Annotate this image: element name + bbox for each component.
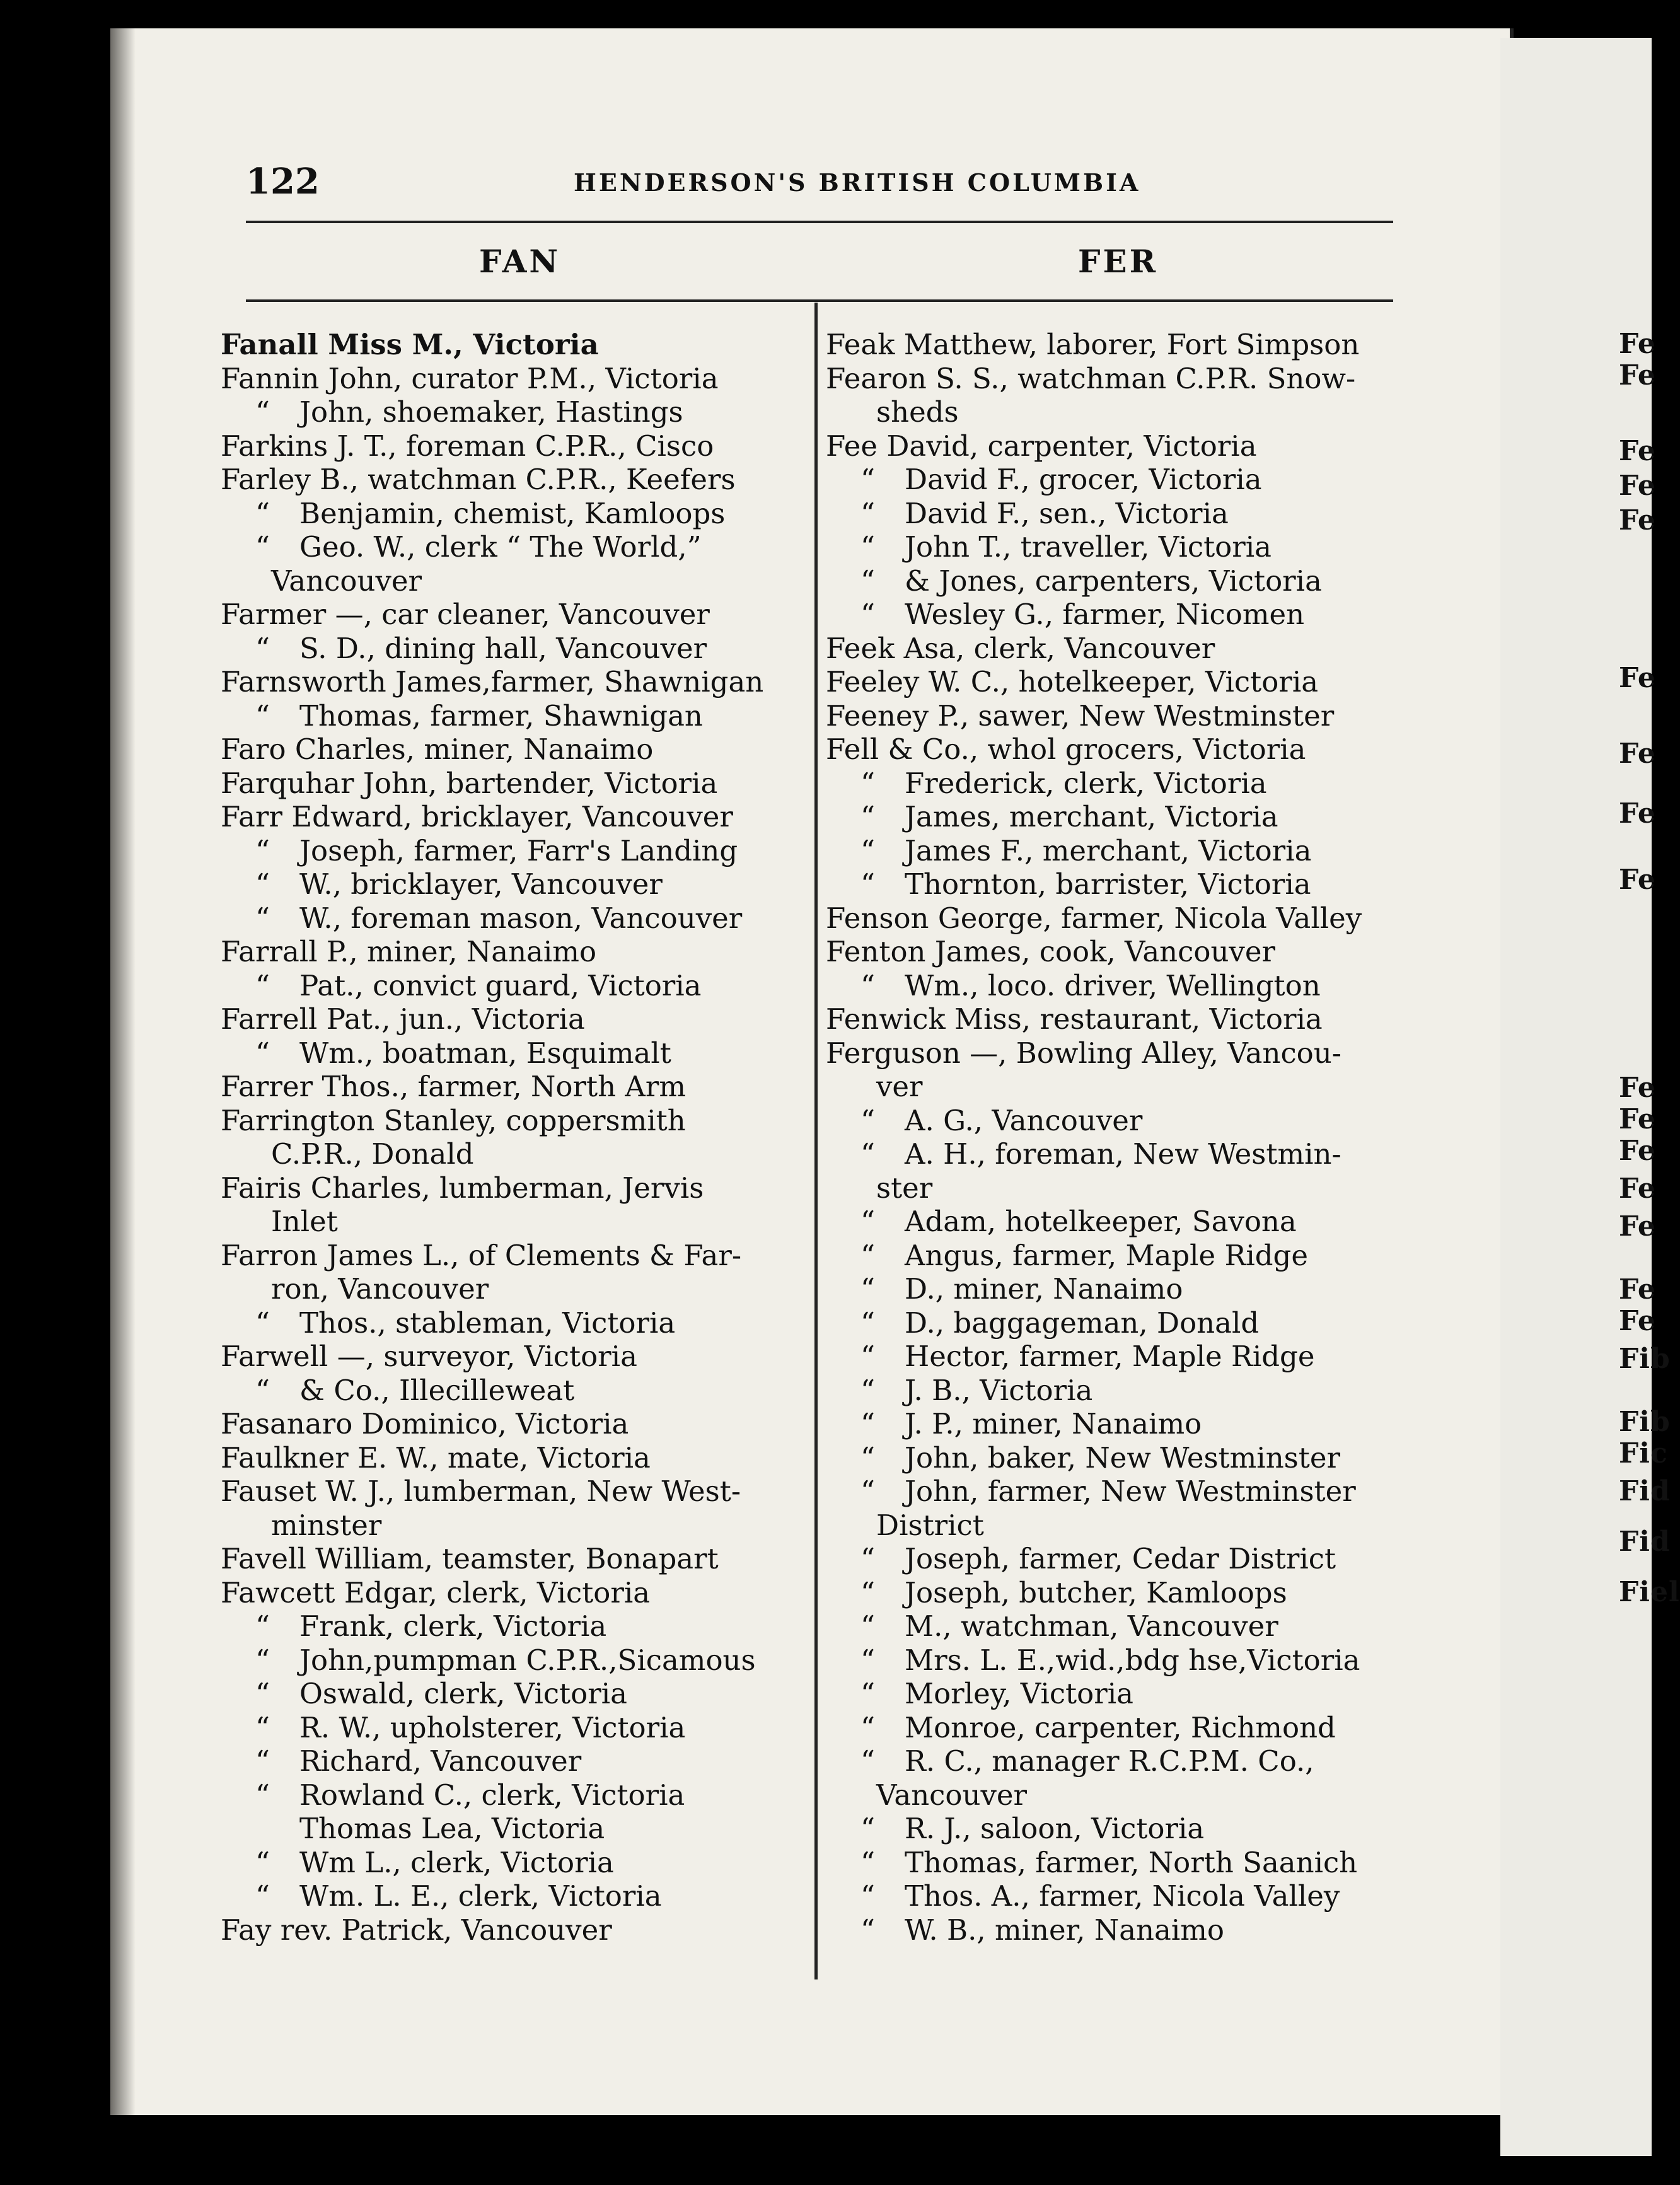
adjacent-page-fragment: Fe <box>1619 470 1656 502</box>
directory-entry <box>826 429 1406 463</box>
directory-entry <box>221 1002 807 1036</box>
entry-text: Joseph, butcher, Kamloops <box>905 1575 1287 1609</box>
ditto-mark: “ <box>860 968 876 1002</box>
ditto-mark: “ <box>255 1845 270 1879</box>
ditto-mark: “ <box>860 1913 876 1947</box>
entry-text: ster <box>876 1171 933 1205</box>
entry-text: ver <box>876 1070 923 1103</box>
adjacent-page-fragment: Fe <box>1619 1103 1656 1135</box>
ditto-mark: “ <box>255 1879 270 1913</box>
entry-text: Wm., boatman, Esquimalt <box>299 1036 671 1070</box>
adjacent-page-fragment: Fe <box>1619 1273 1656 1306</box>
entry-text: A. G., Vancouver <box>905 1103 1143 1137</box>
right-column <box>826 328 1406 1947</box>
directory-entry <box>826 1677 1406 1711</box>
entry-text: John, shoemaker, Hastings <box>299 395 683 429</box>
directory-entry <box>221 1711 807 1745</box>
ditto-mark: “ <box>255 1778 270 1812</box>
entry-text: Joseph, farmer, Farr's Landing <box>299 833 738 867</box>
directory-entry <box>826 767 1406 801</box>
directory-entry <box>221 1913 807 1947</box>
directory-entry <box>221 497 807 531</box>
entry-text: Fenwick Miss, restaurant, Victoria <box>826 1002 1323 1036</box>
directory-entry <box>221 1812 807 1846</box>
ditto-mark: “ <box>255 833 270 867</box>
directory-entry <box>221 1441 807 1475</box>
entry-text: Fay rev. Patrick, Vancouver <box>221 1913 612 1947</box>
directory-entry <box>826 328 1406 362</box>
entry-text: Fauset W. J., lumberman, New West- <box>221 1475 741 1508</box>
adjacent-page-fragment: Fe <box>1619 1210 1656 1243</box>
directory-entry <box>221 1846 807 1880</box>
entry-text: W. B., miner, Nanaimo <box>905 1913 1224 1947</box>
page-number: 122 <box>246 161 320 202</box>
ditto-mark: “ <box>860 1643 876 1677</box>
entry-text: J. B., Victoria <box>905 1373 1093 1407</box>
entry-text: Fearon S. S., watchman C.P.R. Snow- <box>826 361 1356 395</box>
entry-text: Faulkner E. W., mate, Victoria <box>221 1440 651 1475</box>
entry-text: Farkins J. T., foreman C.P.R., Cisco <box>221 429 714 463</box>
directory-entry <box>221 1306 807 1340</box>
directory-entry <box>826 463 1406 497</box>
adjacent-page-fragment: Fe <box>1619 435 1656 467</box>
entry-text: Thomas Lea, Victoria <box>299 1812 605 1845</box>
directory-entry <box>826 1542 1406 1576</box>
directory-entry <box>221 429 807 463</box>
entry-text: John, farmer, New Westminster <box>905 1475 1356 1508</box>
adjacent-page-fragment: Fe <box>1619 1072 1656 1104</box>
ditto-mark: “ <box>860 598 876 631</box>
directory-entry <box>221 1643 807 1678</box>
entry-text: Feak Matthew, laborer, Fort Simpson <box>826 328 1360 361</box>
directory-entry <box>221 1677 807 1711</box>
entry-text: D., miner, Nanaimo <box>905 1272 1183 1306</box>
entry-text: David F., sen., Victoria <box>905 496 1229 530</box>
directory-entry <box>221 1104 807 1138</box>
entry-text: R. W., upholsterer, Victoria <box>299 1710 686 1744</box>
adjacent-page-fragment: Fe <box>1619 328 1656 360</box>
adjacent-page-fragment: Fid <box>1619 1475 1671 1507</box>
ditto-mark: “ <box>255 530 270 564</box>
directory-entry <box>221 1509 807 1543</box>
entry-text: Farr Edward, bricklayer, Vancouver <box>221 800 733 833</box>
ditto-mark: “ <box>860 1407 876 1440</box>
directory-entry <box>221 1205 807 1239</box>
ditto-mark: “ <box>860 800 876 833</box>
entry-text: Geo. W., clerk “ The World,” <box>299 530 702 564</box>
directory-entry <box>221 1542 807 1576</box>
directory-entry <box>221 969 807 1003</box>
ditto-mark: “ <box>860 1845 876 1879</box>
entry-text: Thos. A., farmer, Nicola Valley <box>905 1879 1340 1913</box>
entry-text: Feeney P., sawer, New Westminster <box>826 698 1335 733</box>
entry-text: J. P., miner, Nanaimo <box>905 1407 1202 1440</box>
ditto-mark: “ <box>860 530 876 564</box>
ditto-mark: “ <box>860 1542 876 1575</box>
directory-entry <box>221 834 807 868</box>
directory-entry <box>221 1239 807 1273</box>
directory-entry <box>826 1609 1406 1643</box>
ditto-mark: “ <box>860 1677 876 1710</box>
entry-text: Farrell Pat., jun., Victoria <box>221 1002 585 1036</box>
directory-entry <box>826 1104 1406 1138</box>
ditto-mark: “ <box>860 564 876 598</box>
directory-entry <box>221 1137 807 1171</box>
directory-entry <box>221 1475 807 1509</box>
entry-text: Oswald, clerk, Victoria <box>299 1677 627 1710</box>
directory-entry <box>221 530 807 564</box>
adjacent-page-fragment: Fe <box>1619 864 1656 896</box>
entry-text: Morley, Victoria <box>905 1677 1133 1710</box>
directory-entry <box>826 665 1406 699</box>
left-column-heading: FAN <box>479 243 561 280</box>
directory-entry <box>826 1576 1406 1610</box>
directory-entry <box>221 1778 807 1812</box>
adjacent-page-fragment: Fib <box>1619 1406 1671 1438</box>
adjacent-page-fragment: Fe <box>1619 1173 1656 1205</box>
entry-text: Wm. L. E., clerk, Victoria <box>299 1879 662 1913</box>
entry-text: W., bricklayer, Vancouver <box>299 867 663 901</box>
entry-text: ron, Vancouver <box>271 1272 489 1306</box>
entry-text: Angus, farmer, Maple Ridge <box>905 1238 1308 1272</box>
page-header <box>246 161 1399 205</box>
directory-entry <box>826 1272 1406 1306</box>
directory-entry <box>826 1171 1406 1205</box>
ditto-mark: “ <box>255 1609 270 1643</box>
entry-text: Benjamin, chemist, Kamloops <box>299 496 726 530</box>
directory-entry <box>221 901 807 936</box>
entry-text: Fanall Miss M., Victoria <box>221 328 599 361</box>
directory-entry <box>826 1205 1406 1239</box>
page-gutter-shadow <box>110 28 136 2115</box>
ditto-mark: “ <box>860 1272 876 1306</box>
entry-text: Fell & Co., whol grocers, Victoria <box>826 733 1306 766</box>
directory-entry <box>826 1306 1406 1340</box>
directory-entry <box>221 328 807 362</box>
directory-entry <box>826 800 1406 834</box>
entry-text: James F., merchant, Victoria <box>905 833 1312 867</box>
entry-text: Mrs. L. E.,wid.,bdg hse,Victoria <box>905 1643 1360 1677</box>
entry-text: Farrington Stanley, coppersmith <box>221 1103 686 1137</box>
entry-text: David F., grocer, Victoria <box>905 463 1262 496</box>
adjacent-page-fragment: Fe <box>1619 1135 1656 1167</box>
entry-text: Inlet <box>271 1205 338 1238</box>
entry-text: Fee David, carpenter, Victoria <box>826 429 1257 463</box>
directory-entry <box>221 362 807 396</box>
directory-entry <box>221 564 807 598</box>
directory-entry <box>826 1070 1406 1104</box>
ditto-mark: “ <box>860 1205 876 1238</box>
ditto-mark: “ <box>255 1373 270 1407</box>
adjacent-page-fragment: Fe <box>1619 504 1656 536</box>
entry-text: Vancouver <box>876 1778 1028 1812</box>
ditto-mark: “ <box>860 867 876 901</box>
entry-text: Thomas, farmer, Shawnigan <box>299 698 703 733</box>
directory-entry <box>221 1340 807 1374</box>
adjacent-page-fragment: Fe <box>1619 738 1656 770</box>
entry-text: M., watchman, Vancouver <box>905 1609 1278 1643</box>
ditto-mark: “ <box>860 1879 876 1913</box>
entry-text: Fawcett Edgar, clerk, Victoria <box>221 1575 651 1609</box>
entry-text: Farley B., watchman C.P.R., Keefers <box>221 463 736 496</box>
directory-entry <box>826 935 1406 969</box>
entry-text: & Jones, carpenters, Victoria <box>905 564 1322 598</box>
adjacent-page-fragment: Fiel <box>1619 1576 1680 1608</box>
entry-text: Frederick, clerk, Victoria <box>905 766 1267 800</box>
adjacent-page-fragment: Fe <box>1619 1305 1656 1337</box>
entry-text: Farnsworth James,farmer, Shawnigan <box>221 665 764 698</box>
directory-entry <box>826 598 1406 632</box>
directory-entry <box>826 1812 1406 1846</box>
directory-entry <box>221 1272 807 1306</box>
entry-text: A. H., foreman, New Westmin- <box>905 1137 1341 1171</box>
entry-text: Wm., loco. driver, Wellington <box>905 968 1321 1002</box>
entry-text: Favell William, teamster, Bonapart <box>221 1542 719 1575</box>
ditto-mark: “ <box>255 867 270 901</box>
ditto-mark: “ <box>860 1137 876 1171</box>
entry-text: Farwell —, surveyor, Victoria <box>221 1340 637 1373</box>
entry-text: Farrer Thos., farmer, North Arm <box>221 1070 686 1103</box>
ditto-mark: “ <box>860 1373 876 1407</box>
directory-entry <box>221 598 807 632</box>
header-rule <box>246 221 1393 223</box>
directory-entry <box>221 1070 807 1104</box>
directory-entry <box>221 395 807 429</box>
adjacent-page-fragment: Fid <box>1619 1526 1671 1558</box>
column-divider <box>814 303 818 1979</box>
entry-text: S. D., dining hall, Vancouver <box>299 631 707 665</box>
directory-entry <box>826 1509 1406 1543</box>
directory-entry <box>826 1340 1406 1374</box>
ditto-mark: “ <box>255 1710 270 1744</box>
entry-text: Fasanaro Dominico, Victoria <box>221 1407 629 1440</box>
ditto-mark: “ <box>860 1475 876 1508</box>
left-column <box>221 328 807 1947</box>
directory-entry <box>826 1846 1406 1880</box>
directory-entry <box>221 1609 807 1643</box>
ditto-mark: “ <box>255 496 270 530</box>
adjacent-page-fragment: Fe <box>1619 662 1656 694</box>
entry-text: Faro Charles, miner, Nanaimo <box>221 733 654 766</box>
ditto-mark: “ <box>860 1103 876 1137</box>
ditto-mark: “ <box>255 1306 270 1340</box>
directory-entry <box>221 463 807 497</box>
directory-entry <box>826 1879 1406 1913</box>
directory-entry <box>826 497 1406 531</box>
directory-entry <box>221 699 807 733</box>
ditto-mark: “ <box>860 1609 876 1643</box>
entry-text: Fenton James, cook, Vancouver <box>826 935 1275 968</box>
ditto-mark: “ <box>255 1744 270 1778</box>
entry-text: Wesley G., farmer, Nicomen <box>905 598 1305 631</box>
entry-text: Farquhar John, bartender, Victoria <box>221 766 718 800</box>
directory-entry <box>826 1711 1406 1745</box>
directory-entry <box>826 1778 1406 1812</box>
entry-text: Fairis Charles, lumberman, Jervis <box>221 1171 704 1205</box>
ditto-mark: “ <box>255 968 270 1002</box>
entry-text: District <box>876 1508 984 1542</box>
entry-text: Vancouver <box>271 564 422 598</box>
directory-entry <box>826 362 1406 396</box>
ditto-mark: “ <box>860 1340 876 1373</box>
ditto-mark: “ <box>255 1643 270 1677</box>
directory-entry <box>221 665 807 699</box>
entry-text: Ferguson —, Bowling Alley, Vancou- <box>826 1036 1341 1070</box>
ditto-mark: “ <box>860 1812 876 1845</box>
directory-entry <box>221 1879 807 1913</box>
adjacent-page-edge <box>1500 38 1680 2156</box>
directory-entry <box>826 1744 1406 1778</box>
running-title: HENDERSON'S BRITISH COLUMBIA <box>574 168 1141 197</box>
ditto-mark: “ <box>860 1306 876 1340</box>
directory-entry <box>826 395 1406 429</box>
entry-text: & Co., Illecilleweat <box>299 1373 575 1407</box>
ditto-mark: “ <box>860 833 876 867</box>
ditto-mark: “ <box>860 1575 876 1609</box>
entry-text: minster <box>271 1508 382 1542</box>
entry-text: sheds <box>876 395 959 429</box>
entry-text: Richard, Vancouver <box>299 1744 582 1778</box>
entry-text: Frank, clerk, Victoria <box>299 1609 607 1643</box>
directory-entry <box>826 1913 1406 1947</box>
entry-text: R. C., manager R.C.P.M. Co., <box>905 1744 1314 1778</box>
directory-entry <box>221 800 807 834</box>
ditto-mark: “ <box>860 1744 876 1778</box>
entry-text: Wm L., clerk, Victoria <box>299 1845 614 1879</box>
adjacent-page-fragment: Fe <box>1619 797 1656 830</box>
directory-entry <box>826 632 1406 666</box>
directory-entry <box>826 699 1406 733</box>
directory-entry <box>221 767 807 801</box>
entry-text: Farrall P., miner, Nanaimo <box>221 935 597 968</box>
directory-entry <box>826 1239 1406 1273</box>
directory-entry <box>826 1407 1406 1441</box>
entry-text: R. J., saloon, Victoria <box>905 1812 1205 1845</box>
entry-text: C.P.R., Donald <box>271 1137 474 1171</box>
entry-text: Rowland C., clerk, Victoria <box>299 1778 685 1812</box>
directory-entry <box>221 1374 807 1408</box>
right-column-heading: FER <box>1078 243 1159 280</box>
ditto-mark: “ <box>255 631 270 665</box>
directory-entry <box>221 1744 807 1778</box>
directory-entry <box>826 1475 1406 1509</box>
directory-entry <box>221 733 807 767</box>
entry-text: Feeley W. C., hotelkeeper, Victoria <box>826 665 1319 698</box>
directory-entry <box>221 935 807 969</box>
ditto-mark: “ <box>860 496 876 530</box>
entry-text: Farmer —, car cleaner, Vancouver <box>221 598 710 631</box>
directory-entry <box>826 1002 1406 1036</box>
column-heading-rule <box>246 299 1393 302</box>
ditto-mark: “ <box>860 1440 876 1475</box>
directory-entry <box>826 564 1406 598</box>
adjacent-page-fragment: Fib <box>1619 1343 1671 1375</box>
ditto-mark: “ <box>860 1710 876 1744</box>
entry-text: Joseph, farmer, Cedar District <box>905 1542 1336 1575</box>
entry-text: John, baker, New Westminster <box>905 1440 1340 1475</box>
directory-entry <box>826 1441 1406 1475</box>
directory-entry <box>826 834 1406 868</box>
entry-text: John T., traveller, Victoria <box>905 530 1272 564</box>
entry-text: D., baggageman, Donald <box>905 1306 1260 1340</box>
directory-entry <box>221 1407 807 1441</box>
entry-text: Thomas, farmer, North Saanich <box>905 1845 1358 1879</box>
directory-entry <box>221 1171 807 1205</box>
ditto-mark: “ <box>255 698 270 733</box>
entry-text: Adam, hotelkeeper, Savona <box>905 1205 1297 1238</box>
entry-text: James, merchant, Victoria <box>905 800 1278 833</box>
entry-text: W., foreman mason, Vancouver <box>299 901 743 935</box>
directory-entry <box>826 1036 1406 1070</box>
entry-text: Fannin John, curator P.M., Victoria <box>221 361 719 395</box>
entry-text: Feek Asa, clerk, Vancouver <box>826 631 1215 665</box>
entry-text: Fenson George, farmer, Nicola Valley <box>826 901 1362 935</box>
directory-entry <box>826 867 1406 901</box>
entry-text: Monroe, carpenter, Richmond <box>905 1710 1336 1744</box>
ditto-mark: “ <box>860 766 876 800</box>
directory-entry <box>826 1643 1406 1678</box>
directory-entry <box>221 1576 807 1610</box>
directory-entry <box>221 632 807 666</box>
directory-entry <box>826 969 1406 1003</box>
adjacent-page-fragment: Fe <box>1619 359 1656 391</box>
directory-entry <box>826 733 1406 767</box>
directory-entry <box>826 1374 1406 1408</box>
ditto-mark: “ <box>255 901 270 935</box>
directory-entry <box>826 530 1406 564</box>
directory-entry <box>826 901 1406 936</box>
entry-text: John,pumpman C.P.R.,Sicamous <box>299 1643 756 1677</box>
directory-entry <box>826 1137 1406 1171</box>
directory-entry <box>221 1036 807 1070</box>
ditto-mark: “ <box>255 1677 270 1710</box>
ditto-mark: “ <box>255 1036 270 1070</box>
entry-text: Pat., convict guard, Victoria <box>299 968 702 1002</box>
directory-entry <box>221 867 807 901</box>
ditto-mark: “ <box>255 395 270 429</box>
ditto-mark: “ <box>860 1238 876 1272</box>
entry-text: Farron James L., of Clements & Far- <box>221 1238 742 1272</box>
ditto-mark: “ <box>860 463 876 496</box>
entry-text: Thos., stableman, Victoria <box>299 1306 676 1340</box>
entry-text: Thornton, barrister, Victoria <box>905 867 1311 901</box>
entry-text: Hector, farmer, Maple Ridge <box>905 1340 1315 1373</box>
adjacent-page-fragment: Fic <box>1619 1437 1668 1469</box>
